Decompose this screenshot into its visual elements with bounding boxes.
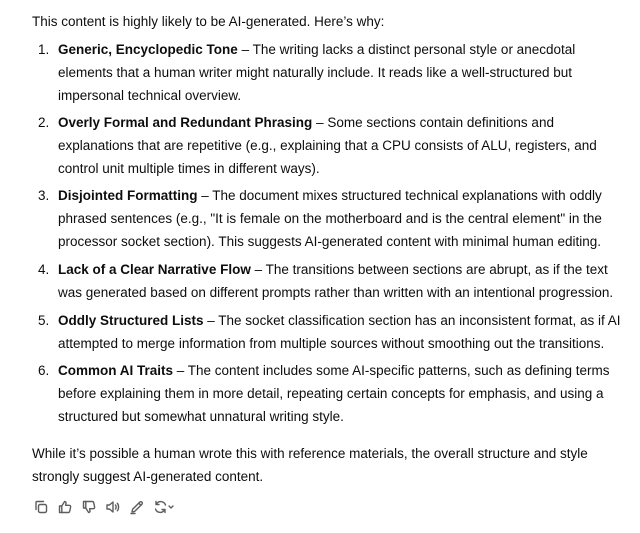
list-number: 1. (38, 42, 50, 57)
chevron-down-icon (169, 506, 173, 508)
thumbs-up-icon (57, 499, 73, 515)
list-item-title: Generic, Encyclopedic Tone (58, 42, 238, 57)
list-number: 6. (38, 363, 50, 378)
list-item-title: Disjointed Formatting (58, 188, 198, 203)
edit-icon (129, 499, 145, 515)
copy-button[interactable] (32, 498, 50, 516)
good-response-button[interactable] (56, 498, 74, 516)
list-item-title: Overly Formal and Redundant Phrasing (58, 115, 313, 130)
list-number: 5. (38, 313, 50, 328)
list-item-text: – The writing lacks a distinct personal style or anecdotal elements that a human writer might naturally include. It reads like a well-structured but impersonal technical overview. (58, 42, 576, 103)
read-aloud-icon (105, 499, 121, 515)
intro-text: This content is highly likely to be AI-generated. Here’s why: (32, 14, 385, 29)
list-item-text: – The socket classification section has an inconsistent format, as if AI attempted to merge information from multiple sources without smoothing out the transitions. (58, 313, 621, 351)
list-item-text: – The document mixes structured technical explanations with oddly phrased sentences (e.g., "It is female on the motherboard and is the central element" in the processor socket section). This suggests AI-generated content with minimal human editing. (58, 188, 602, 249)
bad-response-button[interactable] (80, 498, 98, 516)
list-number: 4. (38, 262, 50, 277)
list-number: 3. (38, 188, 50, 203)
list-item-text: – The content includes some AI-specific patterns, such as defining terms before explaining them in more detail, repeating certain concepts for emphasis, and using a structured but somewhat unnatural writing style. (58, 363, 610, 424)
list-item-title: Lack of a Clear Narrative Flow (58, 262, 251, 277)
edit-button[interactable] (128, 498, 146, 516)
list-item-title: Oddly Structured Lists (58, 313, 204, 328)
list-item-text: – The transitions between sections are abrupt, as if the text was generated based on different prompts rather than written with an intentional progression. (58, 262, 614, 300)
list-number: 2. (38, 115, 50, 130)
read-aloud-button[interactable] (104, 498, 122, 516)
list-item-text: – Some sections contain definitions and explanations that are repetitive (e.g., explaining that a CPU consists of ALU, registers, and control unit multiple times in different ways). (58, 115, 597, 176)
regenerate-button[interactable] (152, 498, 176, 516)
conclusion-text: While it’s possible a human wrote this with reference materials, the overall structure and style strongly suggest AI-generated content. (32, 446, 588, 484)
thumbs-down-icon (81, 499, 97, 515)
message-actions (32, 497, 176, 517)
list-item-title: Common AI Traits (58, 363, 174, 378)
copy-icon (33, 499, 49, 515)
regenerate-icon (153, 499, 175, 515)
